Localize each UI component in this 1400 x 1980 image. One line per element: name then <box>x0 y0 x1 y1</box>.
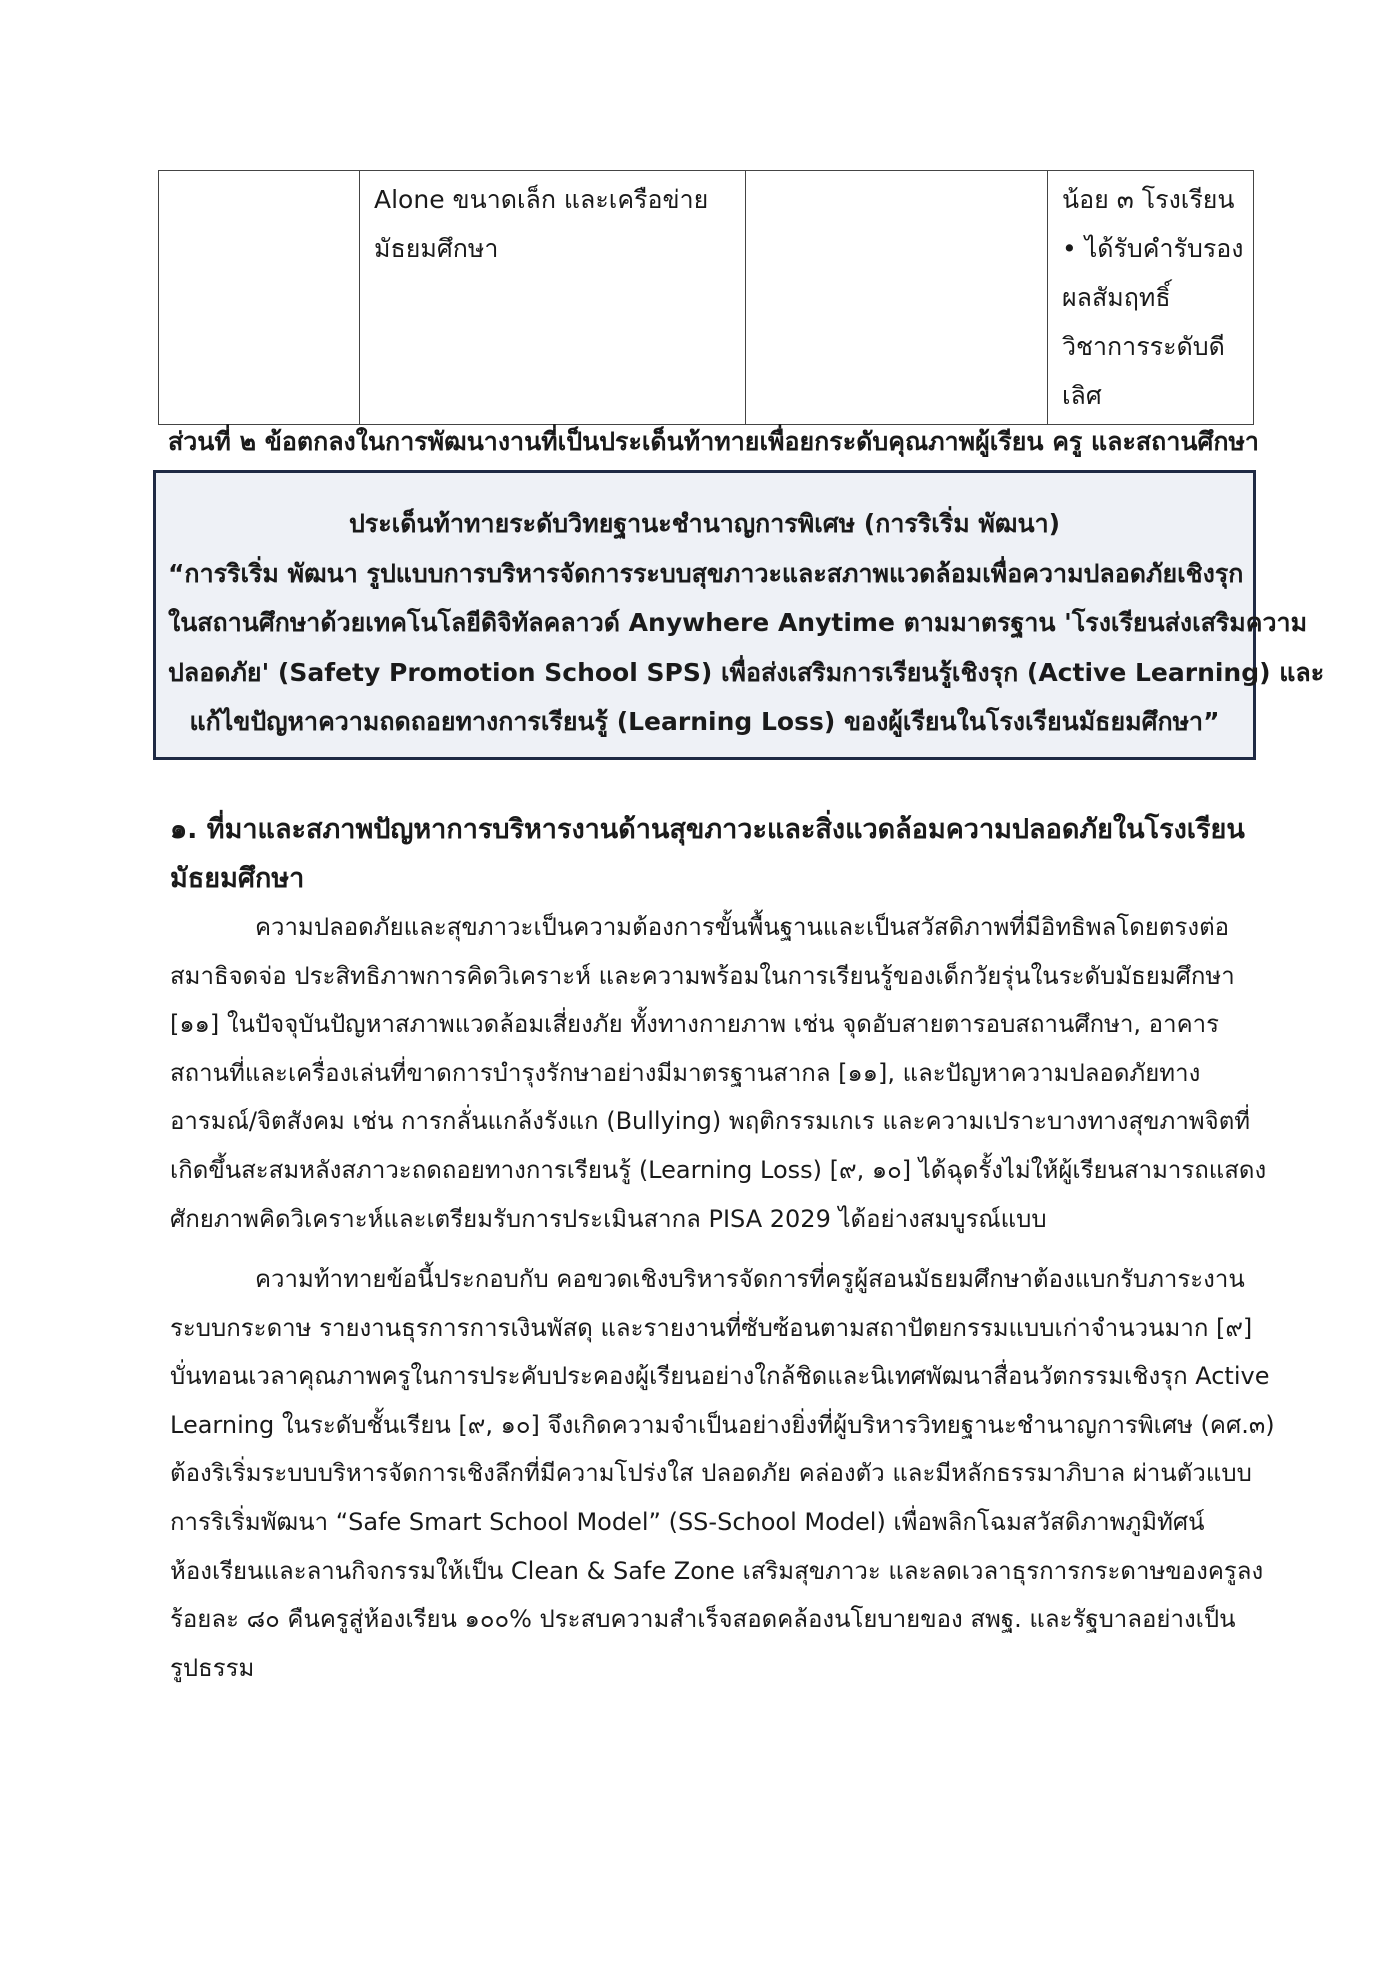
paragraph-line: ร้อยละ ๘๐ คืนครูสู่ห้องเรียน ๑๐๐% ประสบความสำเร็จสอดคล้องนโยบายของ สพฐ. และรัฐบาลอย่างเป็น <box>170 1605 1236 1634</box>
challenge-line: ปลอดภัย' (Safety Promotion School SPS) เพื่อส่งเสริมการเรียนรู้เชิงรุก (Active Learning) และ <box>168 657 1325 687</box>
table-cell-1 <box>159 171 360 425</box>
paragraph-line: ระบบกระดาษ รายงานธุรการการเงินพัสดุ และรายงานที่ซับซ้อนตามสถาปัตยกรรมแบบเก่าจำนวนมาก [๙] <box>170 1313 1253 1342</box>
paragraph-1 <box>170 903 1267 1243</box>
paragraph-line: [๑๑] ในปัจจุบันปัญหาสภาพแวดล้อมเสี่ยงภัย ทั้งทางกายภาพ เช่น จุดอับสายตารอบสถานศึกษา, อาคาร <box>170 1010 1219 1039</box>
paragraph-line: ต้องริเริ่มระบบบริหารจัดการเชิงลึกที่มีความโปร่งใส ปลอดภัย คล่องตัว และมีหลักธรรมาภิบาล ผ่านตัวแบบ <box>170 1459 1252 1488</box>
challenge-line: ในสถานศึกษาด้วยเทคโนโลยีดิจิทัลคลาวด์ Anywhere Anytime ตามมาตรฐาน 'โรงเรียนส่งเสริมความ <box>168 608 1308 637</box>
table-cell-3 <box>746 171 1048 425</box>
challenge-line: แก้ไขปัญหาความถดถอยทางการเรียนรู้ (Learning Loss) ของผู้เรียนในโรงเรียนมัธยมศึกษา” <box>189 707 1220 736</box>
challenge-box <box>153 470 1325 760</box>
table-row <box>159 171 1254 425</box>
challenge-line: “การริเริ่ม พัฒนา รูปแบบการบริหารจัดการระบบสุขภาวะและสภาพแวดล้อมเพื่อความปลอดภัยเชิงรุก <box>168 558 1244 588</box>
cell-text-line: น้อย ๓ โรงเรียน <box>1062 185 1235 214</box>
cell-text-line: • ได้รับคำรับรอง <box>1062 234 1244 263</box>
table-cell-2 <box>360 171 746 425</box>
paragraph-line: อารมณ์/จิตสังคม เช่น การกลั่นแกล้งรังแก (Bullying) พฤติกรรมเกเร และความเปราะบางทางสุขภาพจิตที่ <box>170 1107 1251 1136</box>
paragraph-line: การริเริ่มพัฒนา “Safe Smart School Model” (SS-School Model) เพื่อพลิกโฉมสวัสดิภาพภูมิทัศน์ <box>170 1507 1205 1536</box>
paragraph-line: ศักยภาพคิดวิเคราะห์และเตรียมรับการประเมินสากล PISA 2029 ได้อย่างสมบูรณ์แบบ <box>170 1204 1047 1233</box>
paragraph-line: ความปลอดภัยและสุขภาวะเป็นความต้องการขั้นพื้นฐานและเป็นสวัสดิภาพที่มีอิทธิพลโดยตรงต่อ <box>255 913 1230 941</box>
section-title-line: มัธยมศึกษา <box>170 863 305 894</box>
cell-text-line: เลิศ <box>1062 381 1102 410</box>
paragraph-line: Learning ในระดับชั้นเรียน [๙, ๑๐] จึงเกิดความจำเป็นอย่างยิ่งที่ผู้บริหารวิทยฐานะชำนาญการพิเศษ (คศ.๓) <box>170 1410 1275 1439</box>
cell-text-line: ผลสัมฤทธิ์ <box>1062 283 1171 312</box>
paragraph-line: สมาธิจดจ่อ ประสิทธิภาพการคิดวิเคราะห์ และความพร้อมในการเรียนรู้ของเด็กวัยรุ่นในระดับมัธยมศึกษา <box>170 961 1235 990</box>
part-heading: ส่วนที่ ๒ ข้อตกลงในการพัฒนางานที่เป็นประเด็นท้าทายเพื่อยกระดับคุณภาพผู้เรียน ครู และสถานศึกษา <box>168 427 1259 456</box>
paragraph-line: ความท้าทายข้อนี้ประกอบกับ คอขวดเชิงบริหารจัดการที่ครูผู้สอนมัธยมศึกษาต้องแบกรับภาระงาน <box>255 1265 1245 1293</box>
cell-text-line: Alone ขนาดเล็ก และเครือข่าย <box>374 185 709 214</box>
section-title <box>170 805 1260 903</box>
cell-text-line: มัธยมศึกษา <box>374 234 499 263</box>
table-cell-4 <box>1048 171 1254 425</box>
section-title-line: ๑. ที่มาและสภาพปัญหาการบริหารงานด้านสุขภาวะและสิ่งแวดล้อมความปลอดภัยในโรงเรียน <box>170 814 1245 845</box>
paragraph-2 <box>170 1255 1275 1692</box>
continued-table <box>158 170 1254 425</box>
paragraph-line: เกิดขึ้นสะสมหลังสภาวะถดถอยทางการเรียนรู้ (Learning Loss) [๙, ๑๐] ได้ฉุดรั้งไม่ให้ผู้เรียนสามารถแสดง <box>170 1155 1267 1184</box>
paragraph-line: รูปธรรม <box>170 1653 255 1682</box>
paragraph-line: ห้องเรียนและลานกิจกรรมให้เป็น Clean & Safe Zone เสริมสุขภาวะ และลดเวลาธุรการกระดาษของครูลง <box>170 1556 1264 1585</box>
paragraph-line: สถานที่และเครื่องเล่นที่ขาดการบำรุงรักษาอย่างมีมาตรฐานสากล [๑๑], และปัญหาความปลอดภัยทาง <box>170 1058 1201 1087</box>
paragraph-line: บั่นทอนเวลาคุณภาพครูในการประคับประคองผู้เรียนอย่างใกล้ชิดและนิเทศพัฒนาสื่อนวัตกรรมเชิงรุก Active <box>170 1362 1270 1391</box>
challenge-title: ประเด็นท้าทายระดับวิทยฐานะชำนาญการพิเศษ (การริเริ่ม พัฒนา) <box>348 509 1061 538</box>
cell-text-line: วิชาการระดับดี <box>1062 332 1225 361</box>
